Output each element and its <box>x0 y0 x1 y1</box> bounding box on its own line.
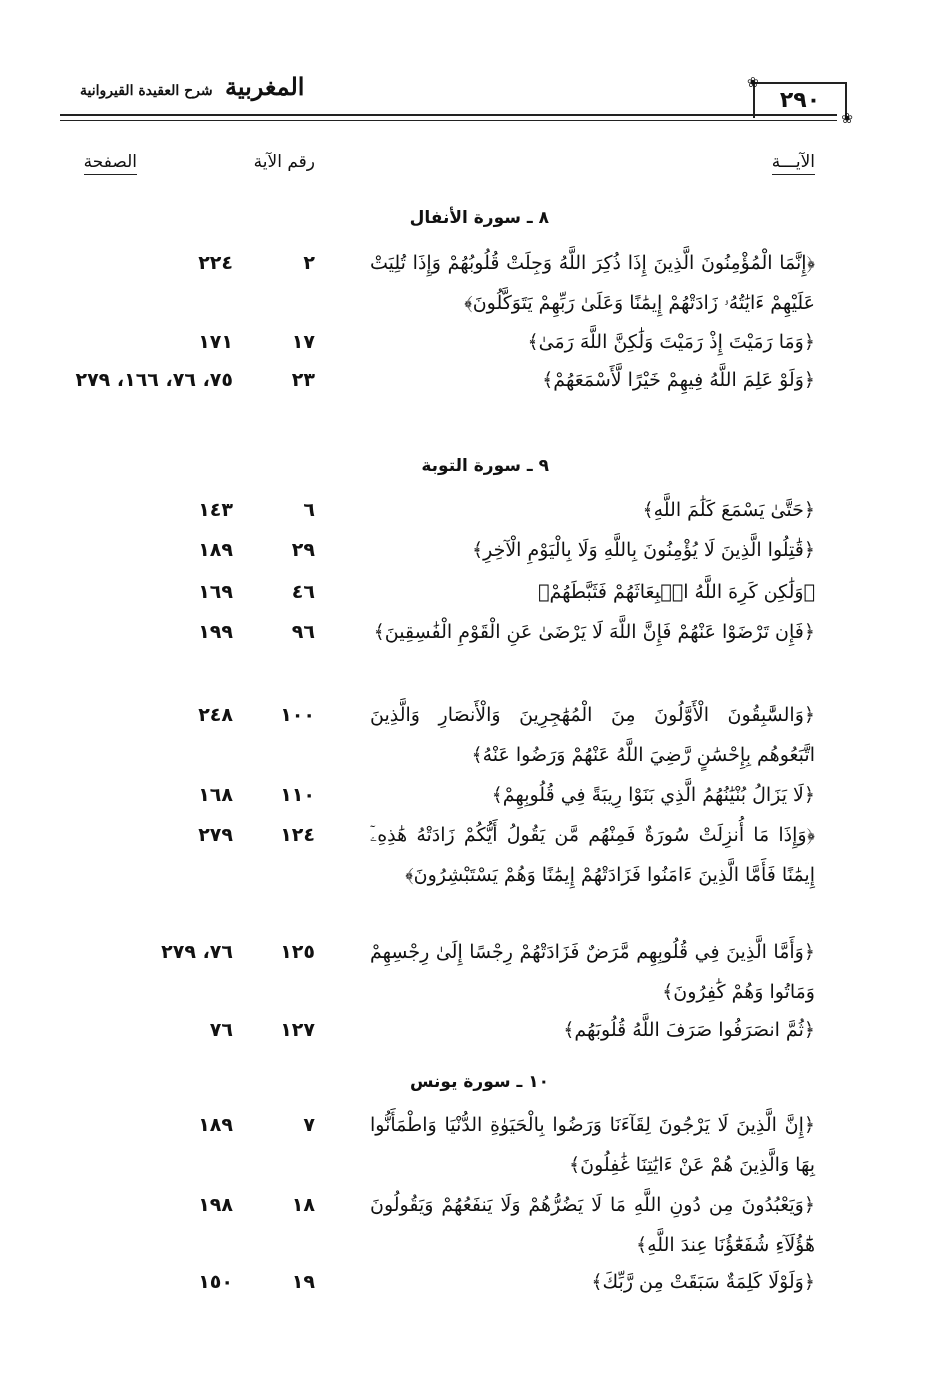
ayah-text: ﴿وَلَٰكِن كَرِهَ اللَّهُ انۢبِعَاثَهُمْ فَثَبَّطَهُمْ﴾ <box>538 581 815 603</box>
ayah-number: ٤٦ <box>291 581 315 603</box>
page-reference: ٧٥، ٧٦، ١٦٦، ٢٧٩ <box>75 369 233 391</box>
book-title-main: المغربية <box>224 72 305 101</box>
ayah-number: ١٠٠ <box>280 704 315 726</box>
page-reference: ١٩٨ <box>198 1194 233 1216</box>
column-header-ayah-number: رقم الآية <box>253 152 315 172</box>
page-reference: ١٦٩ <box>198 581 233 603</box>
ayah-number: ٧ <box>303 1114 315 1136</box>
ornament-icon: ❀ <box>841 111 853 127</box>
surah-title: ٩ ـ سورة التوبة <box>421 456 549 476</box>
ayah-text: ﴿فَإِن تَرْضَوْا عَنْهُمْ فَإِنَّ اللَّهَ لَا يَرْضَىٰ عَنِ الْقَوْمِ الْفَٰسِقِينَ﴾ <box>373 621 815 643</box>
header-rule-thin <box>60 120 837 121</box>
page-reference: ١٦٨ <box>198 784 233 806</box>
ayah-number: ٢٣ <box>291 369 315 391</box>
ayah-text: ﴿حَتَّىٰ يَسْمَعَ كَلَٰمَ اللَّهِ﴾ <box>642 499 815 521</box>
ayah-number: ١٢٧ <box>280 1019 315 1041</box>
ayah-text: ﴿وَأَمَّا الَّذِينَ فِي قُلُوبِهِم مَّرَضٌ فَزَادَتْهُمْ رِجْسًا إِلَىٰ رِجْسِهِمْ وَمَاتُوا وَهُمْ كَٰفِرُونَ﴾ <box>370 941 815 1003</box>
ayah-number: ١٨ <box>291 1194 315 1216</box>
ayah-text: ﴿لَا يَزَالُ بُنْيَٰنُهُمُ الَّذِي بَنَوْا رِيبَةً فِي قُلُوبِهِمْ﴾ <box>491 784 815 806</box>
ayah-number: ١٢٥ <box>280 941 315 963</box>
ayah-number: ٦ <box>303 499 315 521</box>
page-reference: ١٤٣ <box>198 499 233 521</box>
ayah-text: ﴿وَيَعْبُدُونَ مِن دُونِ اللَّهِ مَا لَا يَضُرُّهُمْ وَلَا يَنفَعُهُمْ وَيَقُولُونَ هَٰٓؤُلَآءِ شُفَعَٰٓؤُنَا عِندَ اللَّهِ﴾ <box>370 1194 815 1256</box>
page-reference: ١٩٩ <box>198 621 233 643</box>
page-reference: ٢٢٤ <box>198 252 233 274</box>
book-subtitle: شرح العقيدة القيروانية <box>80 83 213 99</box>
page-reference: ١٨٩ <box>198 539 233 561</box>
page-number-box <box>747 75 853 127</box>
page-reference: ١٨٩ <box>198 1114 233 1136</box>
ayah-number: ٢ <box>303 252 315 274</box>
page-reference: ١٥٠ <box>198 1271 233 1293</box>
ayah-number: ٩٦ <box>291 621 315 643</box>
ayah-number: ١٢٤ <box>280 824 315 846</box>
page-reference: ١٧١ <box>198 331 233 353</box>
ayah-text: ﴿وَلَوْ عَلِمَ اللَّهُ فِيهِمْ خَيْرًا لَّأَسْمَعَهُمْ﴾ <box>542 369 815 391</box>
column-header-page: الصفحة <box>84 152 137 175</box>
header-rule-thick <box>60 114 837 116</box>
page-number: ٢٩٠ <box>779 88 821 113</box>
ayah-number: ٢٩ <box>291 539 315 561</box>
ayah-text: ﴿إِنَّ الَّذِينَ لَا يَرْجُونَ لِقَآءَنَا وَرَضُوا بِالْحَيَوٰةِ الدُّنْيَا وَاطْمَأَنُّوا بِهَا وَالَّذِينَ هُمْ عَنْ ءَايَٰتِنَا غَٰفِلُونَ﴾ <box>370 1114 815 1176</box>
page-reference: ٧٦، ٢٧٩ <box>161 941 233 963</box>
page-reference: ٧٦ <box>209 1019 233 1041</box>
ayah-text: ﴿قَٰتِلُوا الَّذِينَ لَا يُؤْمِنُونَ بِاللَّهِ وَلَا بِالْيَوْمِ الْآخِرِ﴾ <box>471 539 815 561</box>
book-title <box>80 72 304 101</box>
ornament-icon: ❀ <box>747 75 759 91</box>
ayah-number: ١١٠ <box>280 784 315 806</box>
column-header-ayah: الآيـــة <box>772 152 815 175</box>
ayah-text: ﴿وَمَا رَمَيْتَ إِذْ رَمَيْتَ وَلَٰكِنَّ اللَّهَ رَمَىٰ﴾ <box>527 331 815 353</box>
page-reference: ٢٧٩ <box>198 824 233 846</box>
ayah-text: ﴿وَالسَّٰبِقُونَ الْأَوَّلُونَ مِنَ الْمُهَٰجِرِينَ وَالْأَنصَارِ وَالَّذِينَ اتَّبَعُوهُم بِإِحْسَٰنٍ رَّضِيَ اللَّهُ عَنْهُمْ وَرَضُوا عَنْهُ﴾ <box>370 704 815 766</box>
ayah-text: ﴿إِنَّمَا الْمُؤْمِنُونَ الَّذِينَ إِذَا ذُكِرَ اللَّهُ وَجِلَتْ قُلُوبُهُمْ وَإِذَا تُلِيَتْ عَلَيْهِمْ ءَايَٰتُهُۥ زَادَتْهُمْ إِيمَٰنًا وَعَلَىٰ رَبِّهِمْ يَتَوَكَّلُونَ﴾ <box>370 252 815 314</box>
ayah-number: ١٩ <box>291 1271 315 1293</box>
ayah-text: ﴿وَإِذَا مَا أُنزِلَتْ سُورَةٌ فَمِنْهُم مَّن يَقُولُ أَيُّكُمْ زَادَتْهُ هَٰذِهِۦٓ إِيمَٰنًا فَأَمَّا الَّذِينَ ءَامَنُوا فَزَادَتْهُمْ إِيمَٰنًا وَهُمْ يَسْتَبْشِرُونَ﴾ <box>370 824 815 886</box>
page-reference: ٢٤٨ <box>198 704 233 726</box>
running-header <box>60 70 857 130</box>
surah-title: ١٠ ـ سورة يونس <box>410 1072 549 1092</box>
ayah-number: ١٧ <box>291 331 315 353</box>
ayah-text: ﴿وَلَوْلَا كَلِمَةٌ سَبَقَتْ مِن رَّبِّكَ﴾ <box>591 1271 815 1293</box>
surah-title: ٨ ـ سورة الأنفال <box>409 208 549 228</box>
ayah-text: ﴿ثُمَّ انصَرَفُوا صَرَفَ اللَّهُ قُلُوبَهُم﴾ <box>563 1019 815 1041</box>
